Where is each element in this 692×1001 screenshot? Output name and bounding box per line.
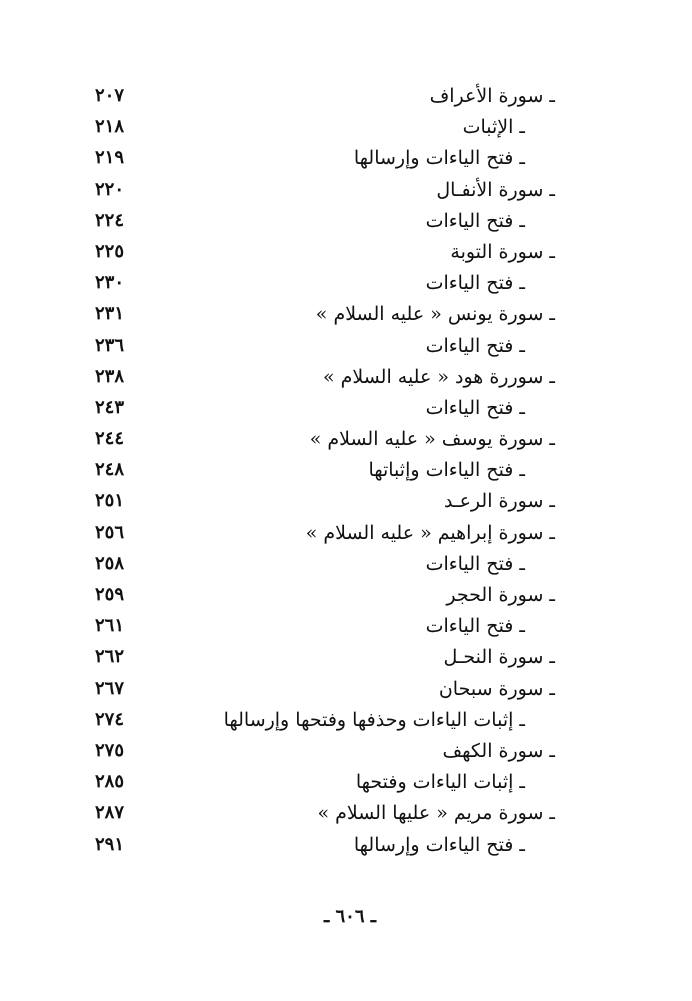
toc-entry-page-number: ٢٥٨ xyxy=(95,552,125,574)
toc-entry-title: ـ سورة الأعراف xyxy=(429,85,555,107)
toc-entry-page-number: ٢٦٧ xyxy=(95,677,125,699)
toc-entry-title: ـ فتح الياءات xyxy=(425,552,525,575)
toc-entry-title: ـ سورة الأنفـال xyxy=(436,178,555,201)
toc-entry-ithbat-wa-hadhf-wa-fath-wa-irsal xyxy=(95,704,555,735)
toc-entry-al-ithbat xyxy=(95,111,555,142)
toc-entry-title: ـ سورة يوسف « عليه السلام » xyxy=(309,428,555,451)
toc-entry-title: ـ فتح الياءات xyxy=(425,272,525,295)
toc-entry-page-number: ٢٦٢ xyxy=(95,646,125,668)
toc-entry-page-number: ٢٥١ xyxy=(95,490,125,512)
toc-entry-title: ـ سوررة هود « عليه السلام » xyxy=(322,365,555,388)
toc-entry-al-anfal xyxy=(95,174,555,205)
toc-entry-title: ـ سورة يونس « عليه السلام » xyxy=(315,303,555,326)
toc-entry-title: ـ فتح الياءات xyxy=(425,396,525,419)
toc-entry-page-number: ٢٣١ xyxy=(95,303,125,325)
toc-entry-title: ـ الإثبات xyxy=(462,116,525,139)
toc-entry-fath-al-yaat xyxy=(95,267,555,298)
toc-entry-page-number: ٢١٨ xyxy=(95,116,125,138)
toc-entry-page-number: ٢٥٦ xyxy=(95,521,125,543)
toc-entry-page-number: ٢٢٥ xyxy=(95,240,125,262)
toc-entry-page-number: ٢٤٨ xyxy=(95,459,125,481)
toc-entry-title: ـ سورة مريم « عليها السلام » xyxy=(317,802,555,825)
toc-entry-title: ـ سورة النحـل xyxy=(443,646,555,669)
toc-entry-page-number: ٢٣٨ xyxy=(95,365,125,387)
toc-entry-title: ـ سورة الكهف xyxy=(442,739,555,762)
toc-entry-title: ـ فتح الياءات وإثباتها xyxy=(368,459,525,482)
page-number-footer: ـ ٦٠٦ ـ xyxy=(323,906,377,927)
toc-entry-page-number: ٢٤٣ xyxy=(95,396,125,418)
toc-entry-fath-al-yaat xyxy=(95,392,555,423)
toc-entry-page-number: ٢٧٤ xyxy=(95,708,125,730)
toc-entry-al-araf xyxy=(95,80,555,111)
toc-entry-ibrahim xyxy=(95,517,555,548)
toc-entry-fath-al-yaat xyxy=(95,610,555,641)
toc-entry-hud xyxy=(95,361,555,392)
toc-entry-page-number: ٢٢٠ xyxy=(95,178,125,200)
toc-entry-title: ـ فتح الياءات xyxy=(425,615,525,638)
toc-entry-page-number: ٢٣٦ xyxy=(95,334,125,356)
toc-entry-fath-al-yaat-wa-irsaluha xyxy=(95,142,555,173)
toc-entry-title: ـ سورة إبراهيم « عليه السلام » xyxy=(305,521,555,544)
toc-entry-ar-rad xyxy=(95,485,555,516)
toc-entry-subhan xyxy=(95,673,555,704)
toc-entry-page-number: ٢١٩ xyxy=(95,147,125,169)
toc-entry-title: ـ سورة التوبة xyxy=(450,240,555,263)
toc-entry-page-number: ٢٤٤ xyxy=(95,428,125,450)
toc-entry-yusuf xyxy=(95,423,555,454)
toc-entry-an-nahl xyxy=(95,641,555,672)
toc-entry-fath-al-yaat-wa-ithbatuha xyxy=(95,454,555,485)
toc-entry-page-number: ٢٠٧ xyxy=(95,85,125,106)
toc-entry-page-number: ٢٣٠ xyxy=(95,272,125,294)
toc-entry-maryam xyxy=(95,797,555,828)
toc-entry-page-number: ٢٦١ xyxy=(95,615,125,637)
toc-entry-page-number: ٢٢٤ xyxy=(95,209,125,231)
toc-entry-title: ـ فتح الياءات وإرسالها xyxy=(353,147,525,170)
toc-entry-al-kahf xyxy=(95,735,555,766)
toc-entry-title: ـ إثبات الياءات وفتحها xyxy=(355,771,525,794)
toc-entry-fath-al-yaat-wa-irsaluha xyxy=(95,829,555,860)
toc-entry-page-number: ٢٥٩ xyxy=(95,584,125,605)
toc-entry-title: ـ سورة الرعـد xyxy=(444,490,555,513)
toc-entry-ithbat-al-yaat-wa-fathuha xyxy=(95,766,555,797)
toc-entry-title: ـ سورة سبحان xyxy=(438,677,555,700)
toc-entry-title: ـ فتح الياءات xyxy=(425,209,525,232)
toc-entry-page-number: ٢٩١ xyxy=(95,833,125,855)
toc-entry-page-number: ٢٧٥ xyxy=(95,739,125,761)
toc-entry-page-number: ٢٨٥ xyxy=(95,771,125,793)
toc-entry-page-number: ٢٨٧ xyxy=(95,802,125,824)
toc-entry-fath-al-yaat xyxy=(95,205,555,236)
toc-entry-fath-al-yaat xyxy=(95,548,555,579)
table-of-contents xyxy=(95,80,555,860)
toc-entry-yunus xyxy=(95,298,555,329)
toc-entry-title: ـ فتح الياءات وإرسالها xyxy=(353,833,525,856)
toc-entry-title: ـ فتح الياءات xyxy=(425,334,525,357)
toc-entry-al-hijr xyxy=(95,579,555,610)
toc-entry-fath-al-yaat xyxy=(95,330,555,361)
toc-entry-title: ـ سورة الحجر xyxy=(446,584,555,606)
toc-entry-at-tawba xyxy=(95,236,555,267)
toc-entry-title: ـ إثبات الياءات وحذفها وفتحها وإرسالها xyxy=(223,708,525,731)
